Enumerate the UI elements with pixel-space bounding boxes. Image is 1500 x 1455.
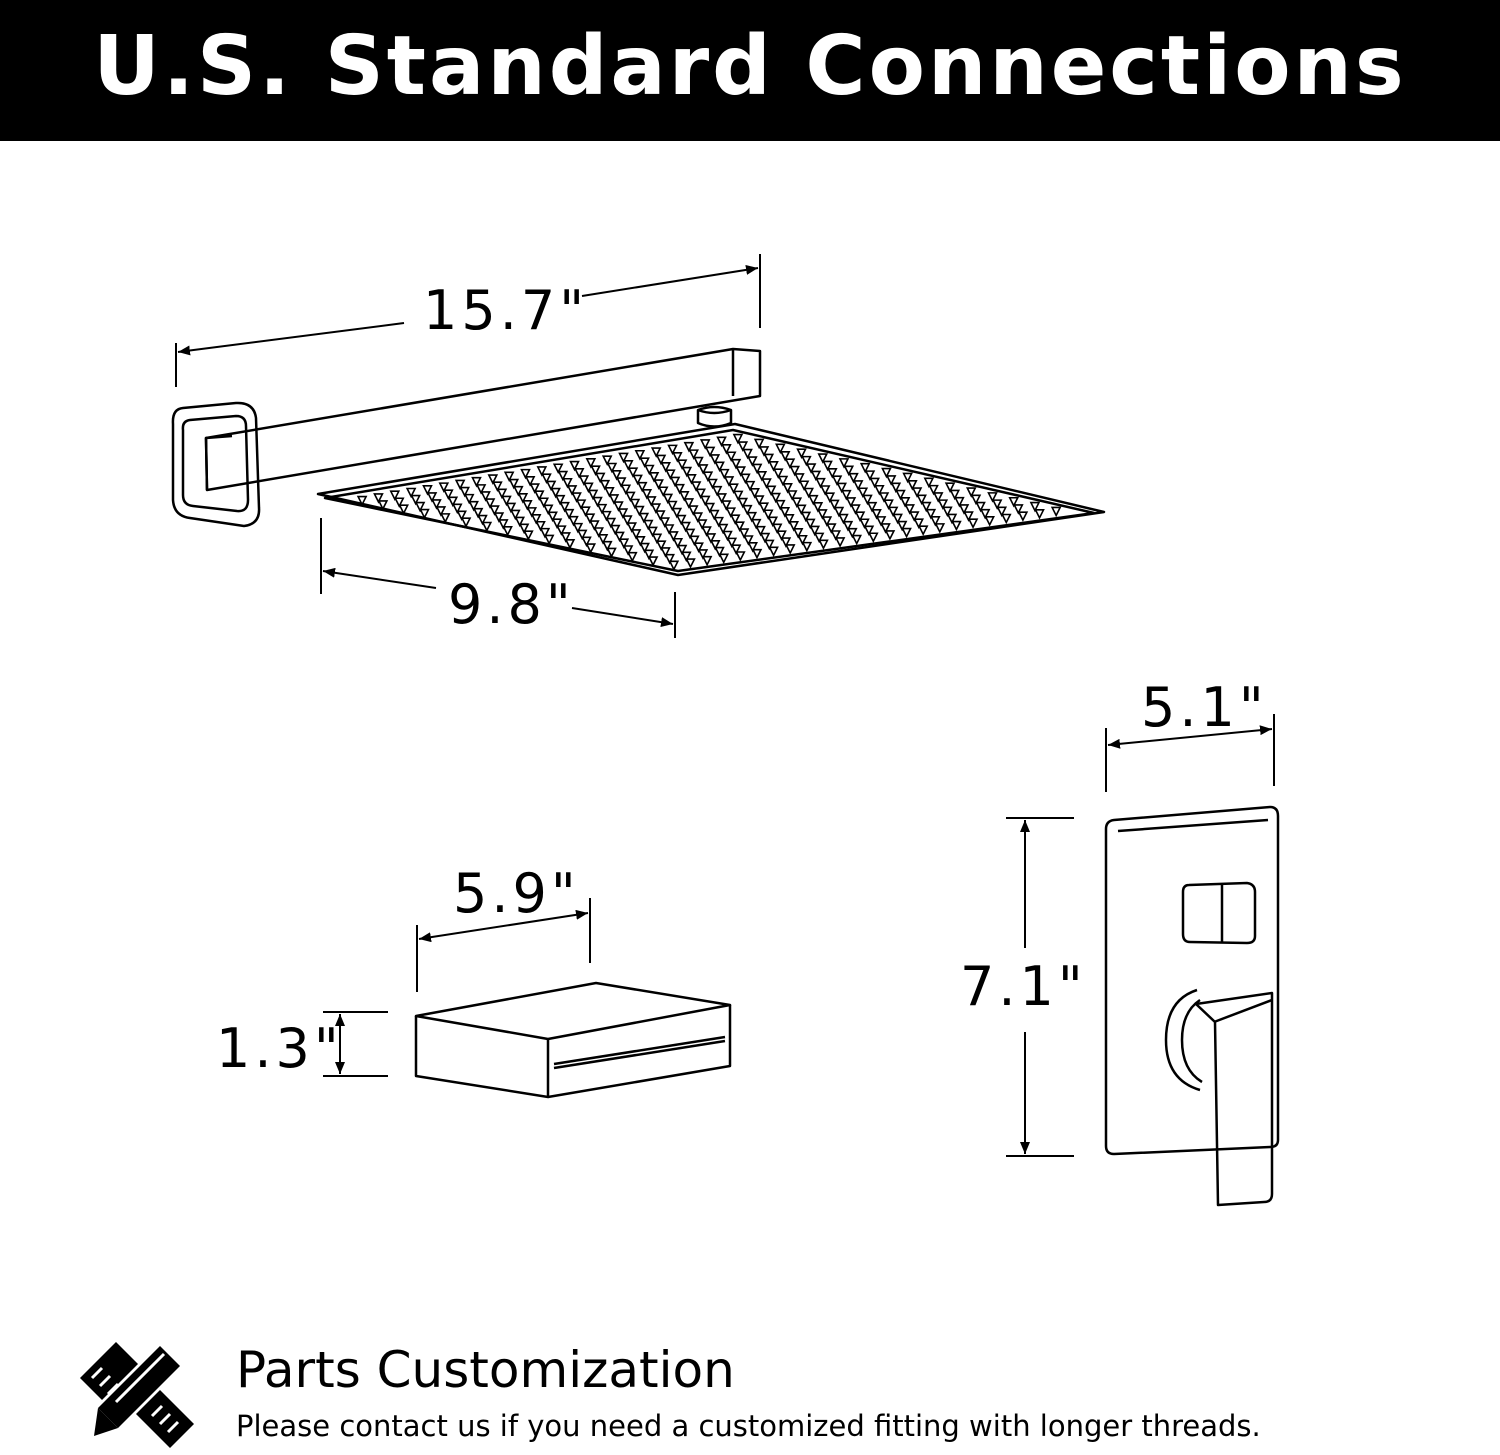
nozzle xyxy=(686,559,694,567)
nozzle xyxy=(853,536,861,544)
valve-width-label: 5.1" xyxy=(1141,676,1268,739)
nozzle xyxy=(628,553,636,561)
nozzle xyxy=(524,531,532,539)
nozzle xyxy=(903,529,911,537)
nozzle xyxy=(649,557,657,565)
nozzle xyxy=(1019,512,1027,520)
valve-height-label: 7.1" xyxy=(960,955,1087,1018)
nozzle xyxy=(545,535,553,543)
footer-title: Parts Customization xyxy=(236,1341,735,1399)
spout-width-label: 5.9" xyxy=(453,862,580,925)
nozzle xyxy=(969,519,977,527)
nozzle xyxy=(504,527,512,535)
nozzle xyxy=(1002,514,1010,522)
head-width-label: 9.8" xyxy=(448,573,575,636)
nozzle xyxy=(869,533,877,541)
nozzle xyxy=(587,544,595,552)
dimension-diagram xyxy=(0,141,1500,1331)
nozzle xyxy=(836,538,844,546)
nozzle xyxy=(670,561,678,569)
footer-description: Please contact us if you need a customized fitting with longer threads. xyxy=(236,1409,1261,1443)
tub-spout-drawing xyxy=(416,983,730,1097)
page-title: U.S. Standard Connections xyxy=(93,19,1407,114)
spout-height-label: 1.3" xyxy=(216,1017,343,1080)
nozzle xyxy=(803,543,811,551)
arm-length-label: 15.7" xyxy=(423,279,589,342)
nozzle xyxy=(919,526,927,534)
nozzle xyxy=(566,540,574,548)
nozzle xyxy=(753,550,761,558)
nozzle xyxy=(1036,510,1044,518)
nozzle xyxy=(770,547,778,555)
nozzle xyxy=(483,523,491,531)
valve-trim-drawing xyxy=(1106,807,1278,1205)
pencil-ruler-icon xyxy=(76,1336,198,1454)
nozzle xyxy=(886,531,894,539)
nozzle xyxy=(441,514,449,522)
nozzle xyxy=(986,517,994,525)
nozzle xyxy=(736,552,744,560)
nozzle xyxy=(786,545,794,553)
nozzle xyxy=(1052,507,1060,515)
nozzle xyxy=(703,557,711,565)
nozzle xyxy=(936,524,944,532)
nozzle xyxy=(462,518,470,526)
shower-nozzles xyxy=(358,435,1060,570)
header-bar xyxy=(0,0,1500,141)
nozzle xyxy=(720,554,728,562)
nozzle xyxy=(608,548,616,556)
nozzle xyxy=(819,540,827,548)
nozzle xyxy=(952,522,960,530)
